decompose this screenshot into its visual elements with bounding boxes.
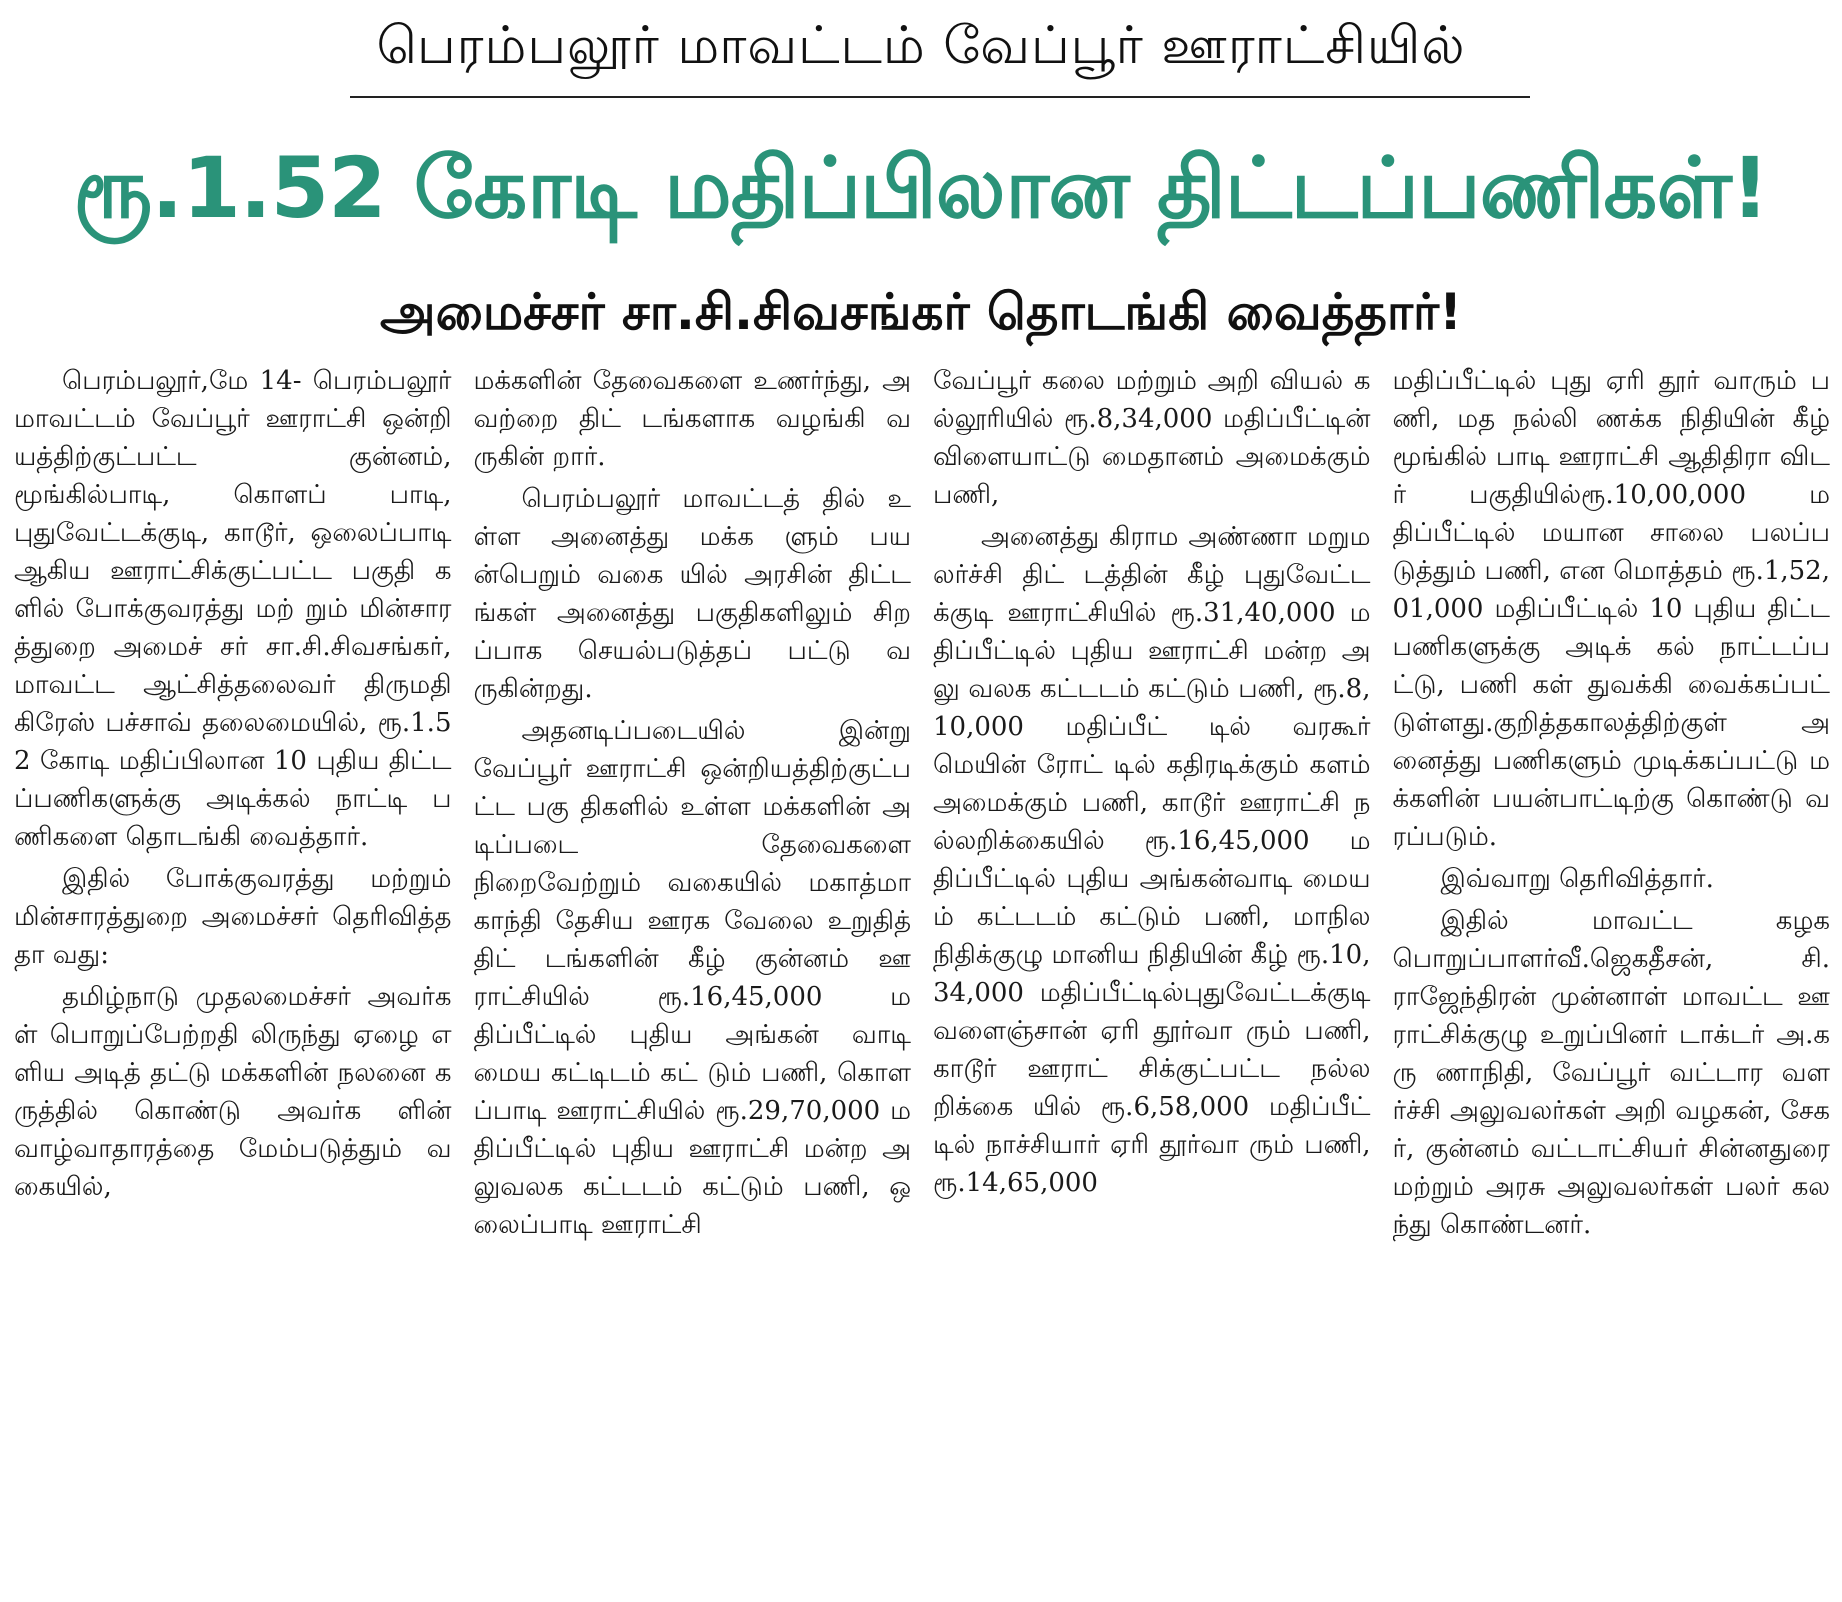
kicker-rule: [350, 96, 1530, 98]
article-column-1: [14, 362, 452, 1598]
subheadline: அமைச்சர் சா.சி.சிவசங்கர் தொடங்கி வைத்தார்!: [380, 283, 1462, 341]
paragraph: இதில் போக்குவரத்து மற்றும் மின்சாரத்துறை அமைச்சர் தெரிவித்ததா வது:: [14, 864, 452, 970]
paragraph: பெரம்பலூர் மாவட்டத் தில் உள்ள அனைத்து மக்க ளும் பயன்பெறும் வகை யில் அரசின் திட்டங்கள் அனைத்து பகுதிகளிலும் சிறப்பாக செயல்படுத்தப் பட்டு வருகின்றது.: [473, 484, 911, 704]
article-column-4: [1393, 362, 1831, 1598]
paragraph: இவ்வாறு தெரிவித்தார்.: [1440, 864, 1714, 894]
article-column-3: [933, 362, 1371, 1598]
paragraph: பெரம்பலூர்,மே 14- பெரம்பலூர் மாவட்டம் வேப்பூர் ஊராட்சி ஒன்றி யத்திற்குட்பட்ட குன்னம், மூங்கில்பாடி, கொளப் பாடி, புதுவேட்டக்குடி, காடூர், ஒலைப்பாடி ஆகிய ஊராட்சிக்குட்பட்ட பகுதி களில் போக்குவரத்து மற் றும் மின்சாரத்துறை அமைச் சர் சா.சி.சிவசங்கர், மாவட்ட ஆட்சித்தலைவர் திருமதி கிரேஸ் பச்சாவ் தலைமையில், ரூ.1.52 கோடி மதிப்பிலான 10 புதிய திட்டப்பணிகளுக்கு அடிக்கல் நாட்டி பணிகளை தொடங்கி வைத்தார்.: [14, 366, 452, 852]
paragraph: இதில் மாவட்ட கழக பொறுப்பாளர்வீ.ஜெகதீசன், சி.ராஜேந்திரன் முன்னாள் மாவட்ட ஊராட்சிக்குழு உறுப்பினர் டாக்டர் அ.கரு ணாநிதி, வேப்பூர் வட்டார வளர்ச்சி அலுவலர்கள் அறி வழகன், சேகர், குன்னம் வட்டாட்சியர் சின்னதுரை மற்றும் அரசு அலுவலர்கள் பலர் கலந்து கொண்டனர்.: [1392, 906, 1830, 1240]
paragraph: மதிப்பீட்டில் புது ஏரி தூர் வாரும் பணி, மத நல்லி ணக்க நிதியின் கீழ் மூங்கில் பாடி ஊராட்சி ஆதிதிரா விடர் பகுதியில்ரூ.10,00,000 மதிப்பீட்டில் மயான சாலை பலப்படுத்தும் பணி, என மொத்தம் ரூ.1,52,01,000 மதிப்பீட்டில் 10 புதிய திட்ட பணிகளுக்கு அடிக் கல் நாட்டப்பட்டு, பணி கள் துவக்கி வைக்கப்பட் டுள்ளது.குறித்தகாலத்திற்குள் அனைத்து பணிகளும் முடிக்கப்பட்டு மக்களின் பயன்பாட்டிற்கு கொண்டு வரப்படும்.: [1392, 366, 1830, 852]
paragraph: அனைத்து கிராம அண்ணா மறுமலர்ச்சி திட் டத்தின் கீழ் புதுவேட்ட க்குடி ஊராட்சியில் ரூ.31,40,000 மதிப்பீட்டில் புதிய ஊராட்சி மன்ற அலு வலக கட்டடம் கட்டும் பணி, ரூ.8,10,000 மதிப்பீட் டில் வரகூர் மெயின் ரோட் டில் கதிரடிக்கும் களம் அமைக்கும் பணி, காடூர் ஊராட்சி நல்லறிக்கையில் ரூ.16,45,000 மதிப்பீட்டில் புதிய அங்கன்வாடி மையம் கட்டடம் கட்டும் பணி, மாநில நிதிக்குழு மானிய நிதியின் கீழ் ரூ.10,34,000 மதிப்பீட்டில்புதுவேட்டக்குடி வளைஞ்சான் ஏரி தூர்வா ரும் பணி, காடூர் ஊராட் சிக்குட்பட்ட நல்லறிக்கை யில் ரூ.6,58,000 மதிப்பீட் டில் நாச்சியார் ஏரி தூர்வா ரும் பணி, ரூ.14,65,000: [933, 522, 1371, 1198]
paragraph: வேப்பூர் கலை மற்றும் அறி வியல் கல்லூரியில் ரூ.8,34,000 மதிப்பீட்டின் விளையாட்டு மைதானம் அமைக்கும் பணி,: [933, 366, 1371, 510]
article-body: [14, 362, 1830, 1598]
article-column-2: [474, 362, 912, 1598]
main-headline: ரூ.1.52 கோடி மதிப்பிலான திட்டப்பணிகள்!: [73, 139, 1769, 237]
paragraph: மக்களின் தேவைகளை உணர்ந்து, அவற்றை திட் டங்களாக வழங்கி வருகின் றார்.: [473, 366, 911, 472]
kicker-headline: பெரம்பலூர் மாவட்டம் வேப்பூர் ஊராட்சியில்: [376, 16, 1466, 76]
paragraph: தமிழ்நாடு முதலமைச்சர் அவர்கள் பொறுப்பேற்றதி லிருந்து ஏழை எளிய அடித் தட்டு மக்களின் நலனை கருத்தில் கொண்டு அவர்க ளின் வாழ்வாதாரத்தை மேம்படுத்தும் வகையில்,: [14, 982, 452, 1202]
paragraph: அதனடிப்படையில் இன்று வேப்பூர் ஊராட்சி ஒன்றியத்திற்குட்பட்ட பகு திகளில் உள்ள மக்களின் அடிப்படை தேவைகளை நிறைவேற்றும் வகையில் மகாத்மா காந்தி தேசிய ஊரக வேலை உறுதித் திட் டங்களின் கீழ் குன்னம் ஊராட்சியில் ரூ.16,45,000 மதிப்பீட்டில் புதிய அங்கன் வாடி மைய கட்டிடம் கட் டும் பணி, கொளப்பாடி ஊராட்சியில் ரூ.29,70,000 மதிப்பீட்டில் புதிய ஊராட்சி மன்ற அலுவலக கட்டடம் கட்டும் பணி, ஒலைப்பாடி ஊராட்சி: [473, 716, 911, 1240]
